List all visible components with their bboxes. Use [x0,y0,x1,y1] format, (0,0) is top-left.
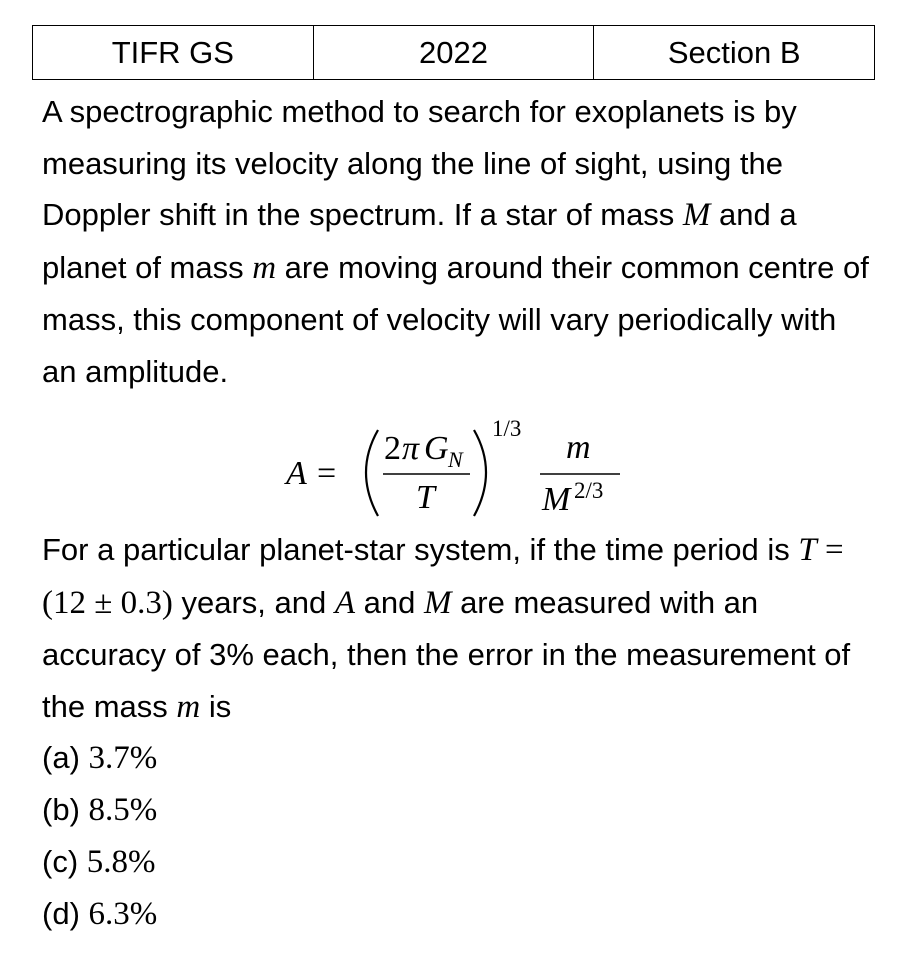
option-label: (d) [42,896,89,931]
num-two: 2 [384,430,401,467]
right-paren [474,430,486,516]
amplitude-formula [280,412,640,528]
question-intro [42,86,872,397]
symbol-A: A [334,584,355,621]
option-d[interactable] [42,894,157,934]
body-text-2: years, and [172,584,335,620]
symbol-T: T [798,532,817,568]
header-table [32,25,875,80]
body-text-1: For a particular planet-star system, if the time period is [42,532,799,567]
exam-name: TIFR GS [33,26,314,79]
rhs-den-M: M [542,481,571,518]
symbol-m-2: m [176,688,201,725]
intro-text-2: and a planet of mass [42,197,797,285]
formula-lhs: A [286,455,307,492]
option-label: (b) [42,792,89,827]
option-label: (a) [42,740,89,775]
question-body [42,524,872,733]
option-value: 8.5% [88,792,158,828]
option-label: (c) [42,844,87,879]
num-subscript-N: N [448,447,463,472]
option-a[interactable] [42,738,157,778]
period-value: = (12 ± 0.3) [42,532,844,621]
formula-equals: = [317,455,337,492]
num-G: G [424,430,449,467]
left-paren [366,430,378,516]
body-text-5: is [200,688,232,724]
body-text-4: are measured with an accuracy of 3% each, then the error in the measurement of the mass [42,584,851,724]
exponent-one-third: 1/3 [492,416,522,441]
exam-section: Section B [667,34,801,70]
symbol-M-2: M [423,584,452,621]
option-value: 6.3% [88,896,158,932]
rhs-num-m: m [566,429,591,466]
num-pi: π [402,430,420,467]
option-value: 3.7% [88,740,158,776]
den-T: T [416,479,435,516]
exam-year: 2022 [314,26,595,79]
option-c[interactable] [42,842,156,882]
rhs-den-exponent: 2/3 [574,478,604,503]
symbol-M: M [682,197,711,233]
option-b[interactable] [42,790,157,830]
body-text-3: and [355,584,424,620]
option-value: 5.8% [86,844,156,880]
symbol-m: m [252,249,277,286]
intro-text-1: A spectrographic method to search for exoplanets is by measuring its velocity along the line of sight, using the Doppler shift in the spectrum. If a star of mass [42,94,797,232]
intro-text-3: are moving around their common centre of mass, this component of velocity will vary periodically with an amplitude. [42,249,869,389]
